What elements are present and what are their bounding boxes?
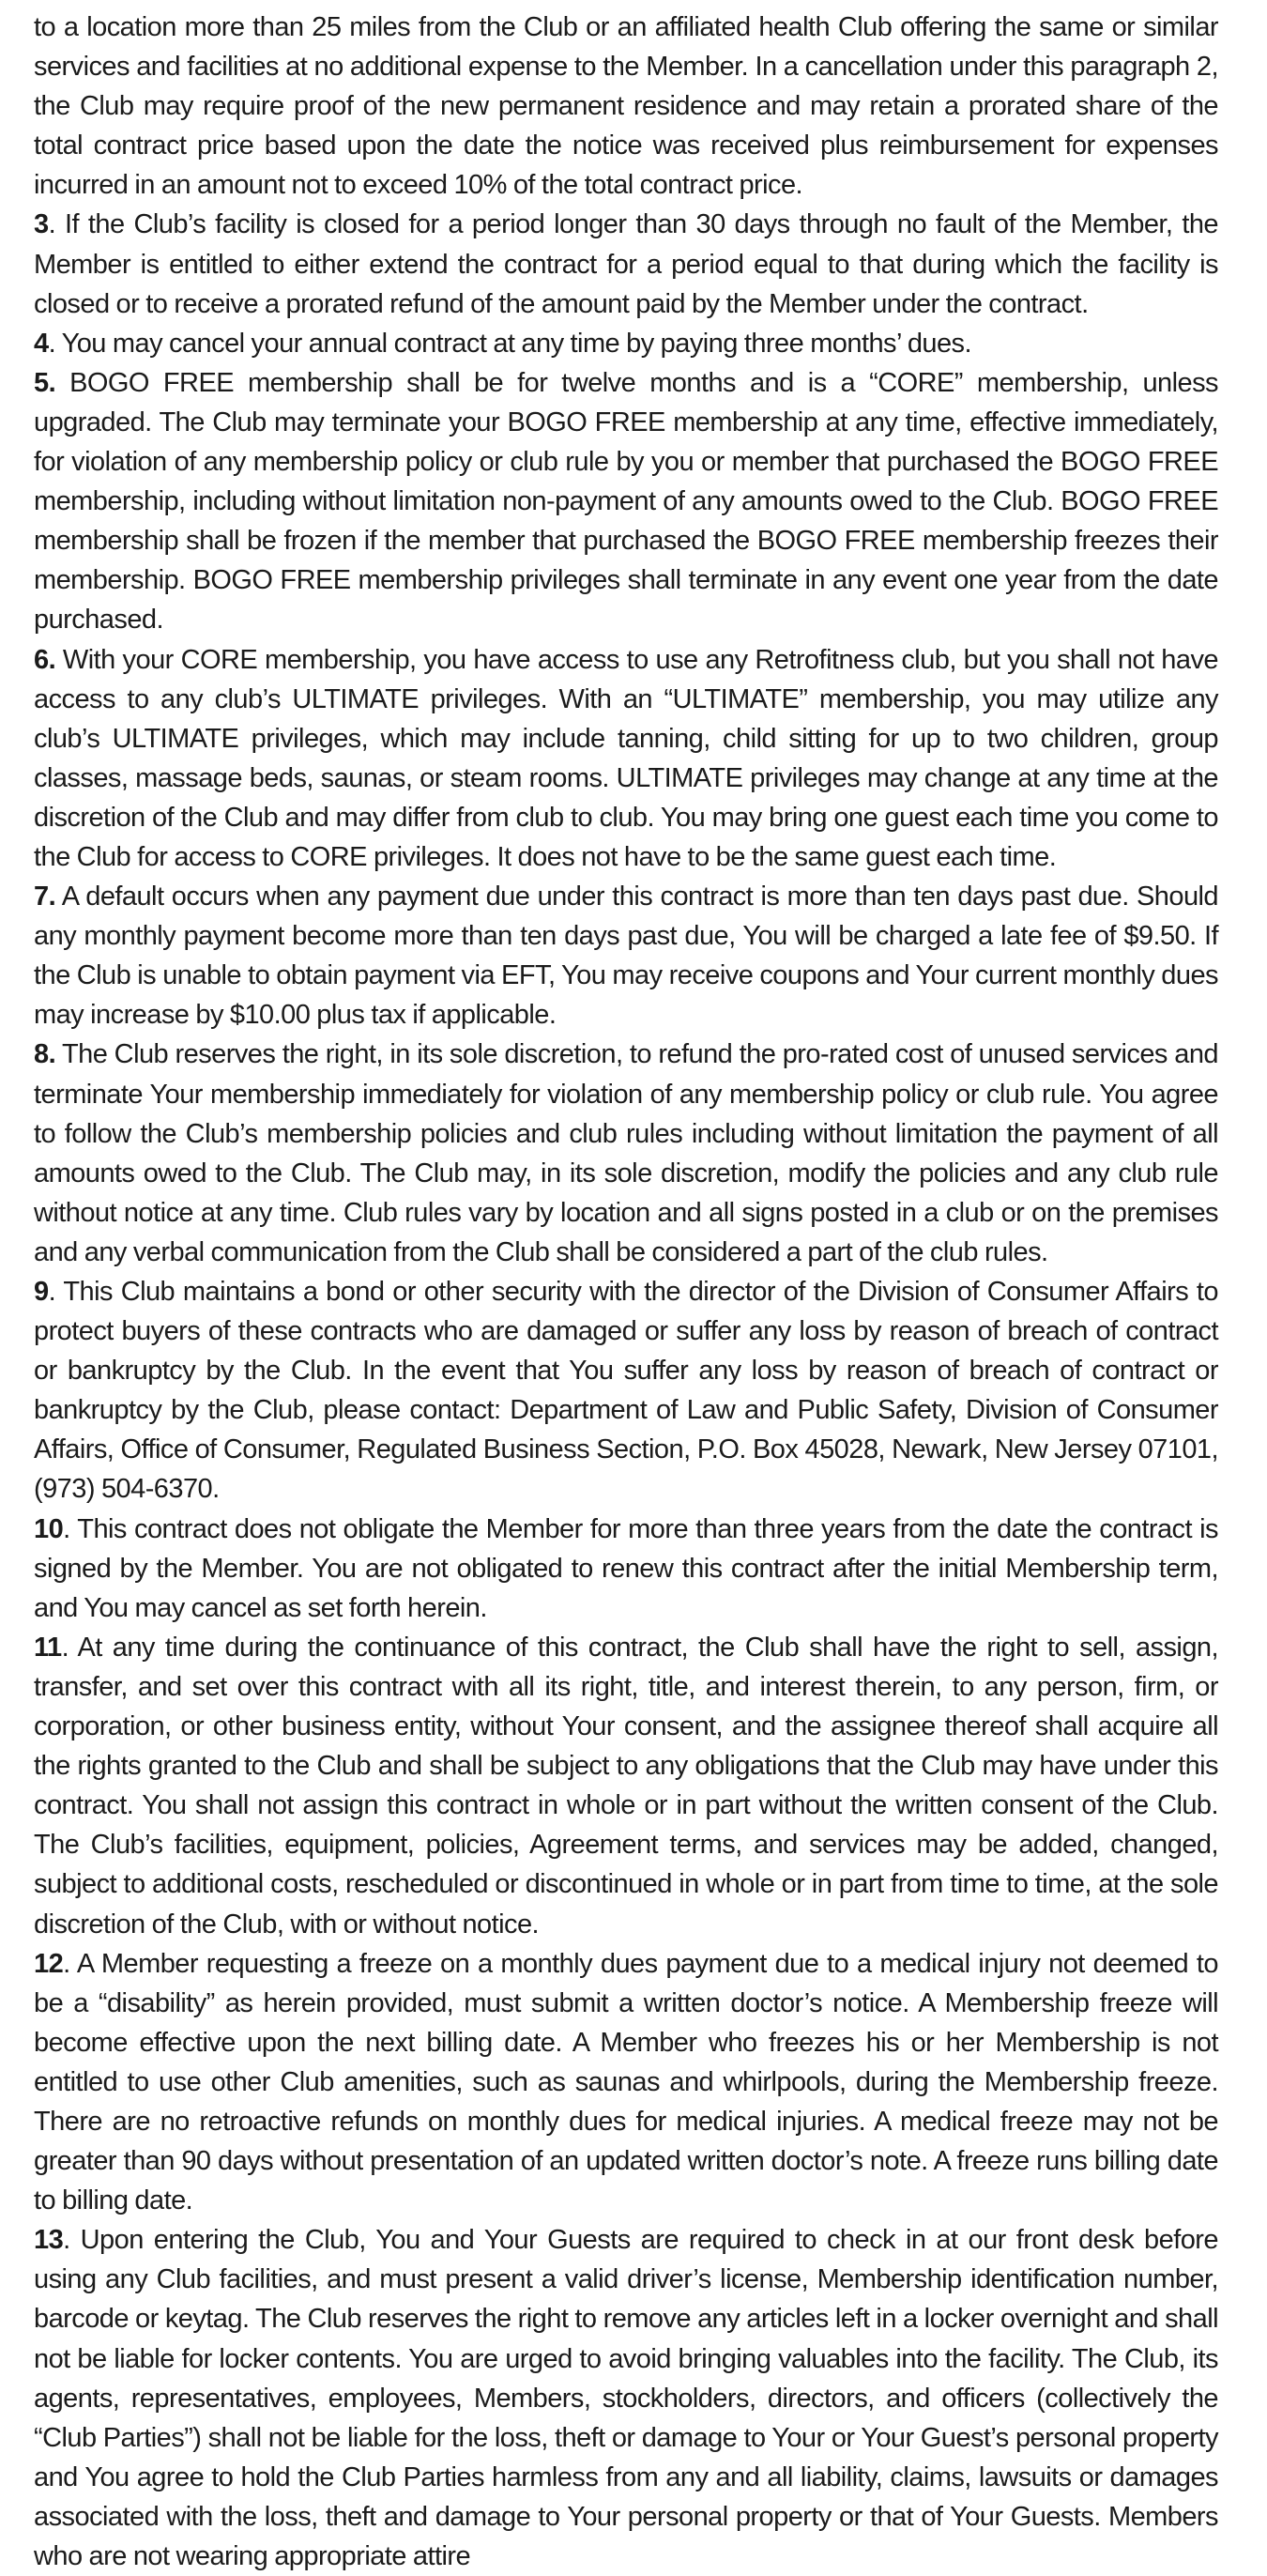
contract-paragraph-10 — [34, 1510, 1218, 1628]
contract-paragraph-5 — [34, 363, 1218, 640]
paragraph-number: 10 — [34, 1513, 64, 1544]
paragraph-text: With your CORE membership, you have access to use any Retrofitness club, but you shall not have access to any club’s ULTIMATE privileges. With an “ULTIMATE” membership, you may utilize any club’s ULTIMATE privileges, which may include tanning, child sitting for up to two children, group classes, massage beds, saunas, or steam rooms. ULTIMATE privileges may change at any time at the discretion of the Club and may differ from club to club. You may bring one guest each time you come to the Club for access to CORE privileges. It does not have to be the same guest each time. — [34, 644, 1218, 872]
contract-paragraph-7 — [34, 877, 1218, 1035]
paragraph-number: 3 — [34, 209, 49, 240]
paragraph-number: 5. — [34, 367, 56, 398]
paragraph-text: A default occurs when any payment due under this contract is more than ten days past due. Should any monthly payment become more than ten days past due, You will be charged a late fee of $9.50. If the Club is unable to obtain payment via EFT, You may receive coupons and Your current monthly dues may increase by $10.00 plus tax if applicable. — [34, 882, 1218, 1031]
contract-paragraph-8 — [34, 1035, 1218, 1272]
paragraph-number: 6. — [34, 644, 56, 675]
paragraph-text: BOGO FREE membership shall be for twelve months and is a “CORE” membership, unless upgraded. The Club may terminate your BOGO FREE membership at any time, effective immediately, for violation of any membership policy or club rule by you or member that purchased the BOGO FREE membership, including without limitation non-payment of any amounts owed to the Club. BOGO FREE membership shall be frozen if the member that purchased the BOGO FREE membership freezes their membership. BOGO FREE membership privileges shall terminate in any event one year from the date purchased. — [34, 367, 1218, 636]
paragraph-number: 13 — [34, 2225, 64, 2256]
paragraph-text: . You may cancel your annual contract at any time by paying three months’ dues. — [48, 328, 972, 359]
paragraph-text: . Upon entering the Club, You and Your Guests are required to check in at our front desk before using any Club facilities, and must present a valid driver’s license, Membership identification number, barcode or keytag. The Club reserves the right to remove any articles left in a locker overnight and shall not be liable for locker contents. You are urged to avoid bringing valuables into the facility. The Club, its agents, representatives, employees, Members, stockholders, directors, and officers (collectively the “Club Parties”) shall not be liable for the loss, theft or damage to Your or Your Guest’s personal property and You agree to hold the Club Parties harmless from any and all liability, claims, lawsuits or damages associated with the loss, theft and damage to Your personal property or that of Your Guests. Members who are not wearing appropriate attire — [34, 2225, 1218, 2571]
contract-paragraph-12 — [34, 1944, 1218, 2221]
contract-paragraph-9 — [34, 1272, 1218, 1510]
contract-paragraph-4 — [34, 324, 1218, 363]
contract-paragraph-11 — [34, 1628, 1218, 1944]
paragraph-text: . If the Club’s facility is closed for a period longer than 30 days through no fault of the Member, the Member is entitled to either extend the contract for a period equal to that during which the facility is closed or to receive a prorated refund of the amount paid by the Member under the contract. — [34, 209, 1218, 319]
paragraph-number: 8. — [34, 1039, 56, 1070]
paragraph-text: . This contract does not obligate the Member for more than three years from the date the contract is signed by the Member. You are not obligated to renew this contract after the initial Membership term, and You may cancel as set forth herein. — [34, 1513, 1218, 1623]
contract-paragraph-13 — [34, 2220, 1218, 2576]
paragraph-text: The Club reserves the right, in its sole discretion, to refund the pro-rated cost of unused services and terminate Your membership immediately for violation of any membership policy or club rule. You agree to follow the Club’s membership policies and club rules including without limitation the payment of all amounts owed to the Club. The Club may, in its sole discretion, modify the policies and any club rule without notice at any time. Club rules vary by location and all signs posted in a club or on the premises and any verbal communication from the Club shall be considered a part of the club rules. — [34, 1039, 1218, 1267]
contract-paragraph-3 — [34, 205, 1218, 323]
paragraph-number: 11 — [34, 1632, 62, 1663]
paragraph-number: 7. — [34, 882, 56, 912]
paragraph-number: 9 — [34, 1277, 49, 1307]
paragraph-text: . A Member requesting a freeze on a monthly dues payment due to a medical injury not deemed to be a “disability” as herein provided, must submit a written doctor’s notice. A Membership freeze will become effective upon the next billing date. A Member who freezes his or her Membership is not entitled to use other Club amenities, such as saunas and whirlpools, during the Membership freeze. There are no retroactive refunds on monthly dues for medical injuries. A medical freeze may not be greater than 90 days without presentation of an updated written doctor’s note. A freeze runs billing date to billing date. — [34, 1948, 1218, 2216]
paragraph-number: 12 — [34, 1948, 64, 1979]
paragraph-number: 4 — [34, 328, 49, 359]
contract-paragraph-6 — [34, 640, 1218, 878]
contract-paragraph-continued — [34, 8, 1218, 205]
paragraph-text: . This Club maintains a bond or other security with the director of the Division of Consumer Affairs to protect buyers of these contracts who are damaged or suffer any loss by reason of breach of contract or bankruptcy by the Club. In the event that You suffer any loss by reason of breach of contract or bankruptcy by the Club, please contact: Department of Law and Public Safety, Division of Consumer Affairs, Office of Consumer, Regulated Business Section, P.O. Box 45028, Newark, New Jersey 07101, (973) 504-6370. — [34, 1277, 1218, 1505]
paragraph-text: to a location more than 25 miles from the Club or an affiliated health Club offering the same or similar services and facilities at no additional expense to the Member. In a cancellation under this paragraph 2, the Club may require proof of the new permanent residence and may retain a prorated share of the total contract price based upon the date the notice was received plus reimbursement for expenses incurred in an amount not to exceed 10% of the total contract price. — [34, 12, 1218, 201]
paragraph-text: . At any time during the continuance of this contract, the Club shall have the right to sell, assign, transfer, and set over this contract with all its right, title, and interest therein, to any person, firm, or corporation, or other business entity, without Your consent, and the assignee thereof shall acquire all the rights granted to the Club and shall be subject to any obligations that the Club may have under this contract. You shall not assign this contract in whole or in part without the written consent of the Club. The Club’s facilities, equipment, policies, Agreement terms, and services may be added, changed, subject to additional costs, rescheduled or discontinued in whole or in part from time to time, at the sole discretion of the Club, with or without notice. — [34, 1632, 1218, 1940]
